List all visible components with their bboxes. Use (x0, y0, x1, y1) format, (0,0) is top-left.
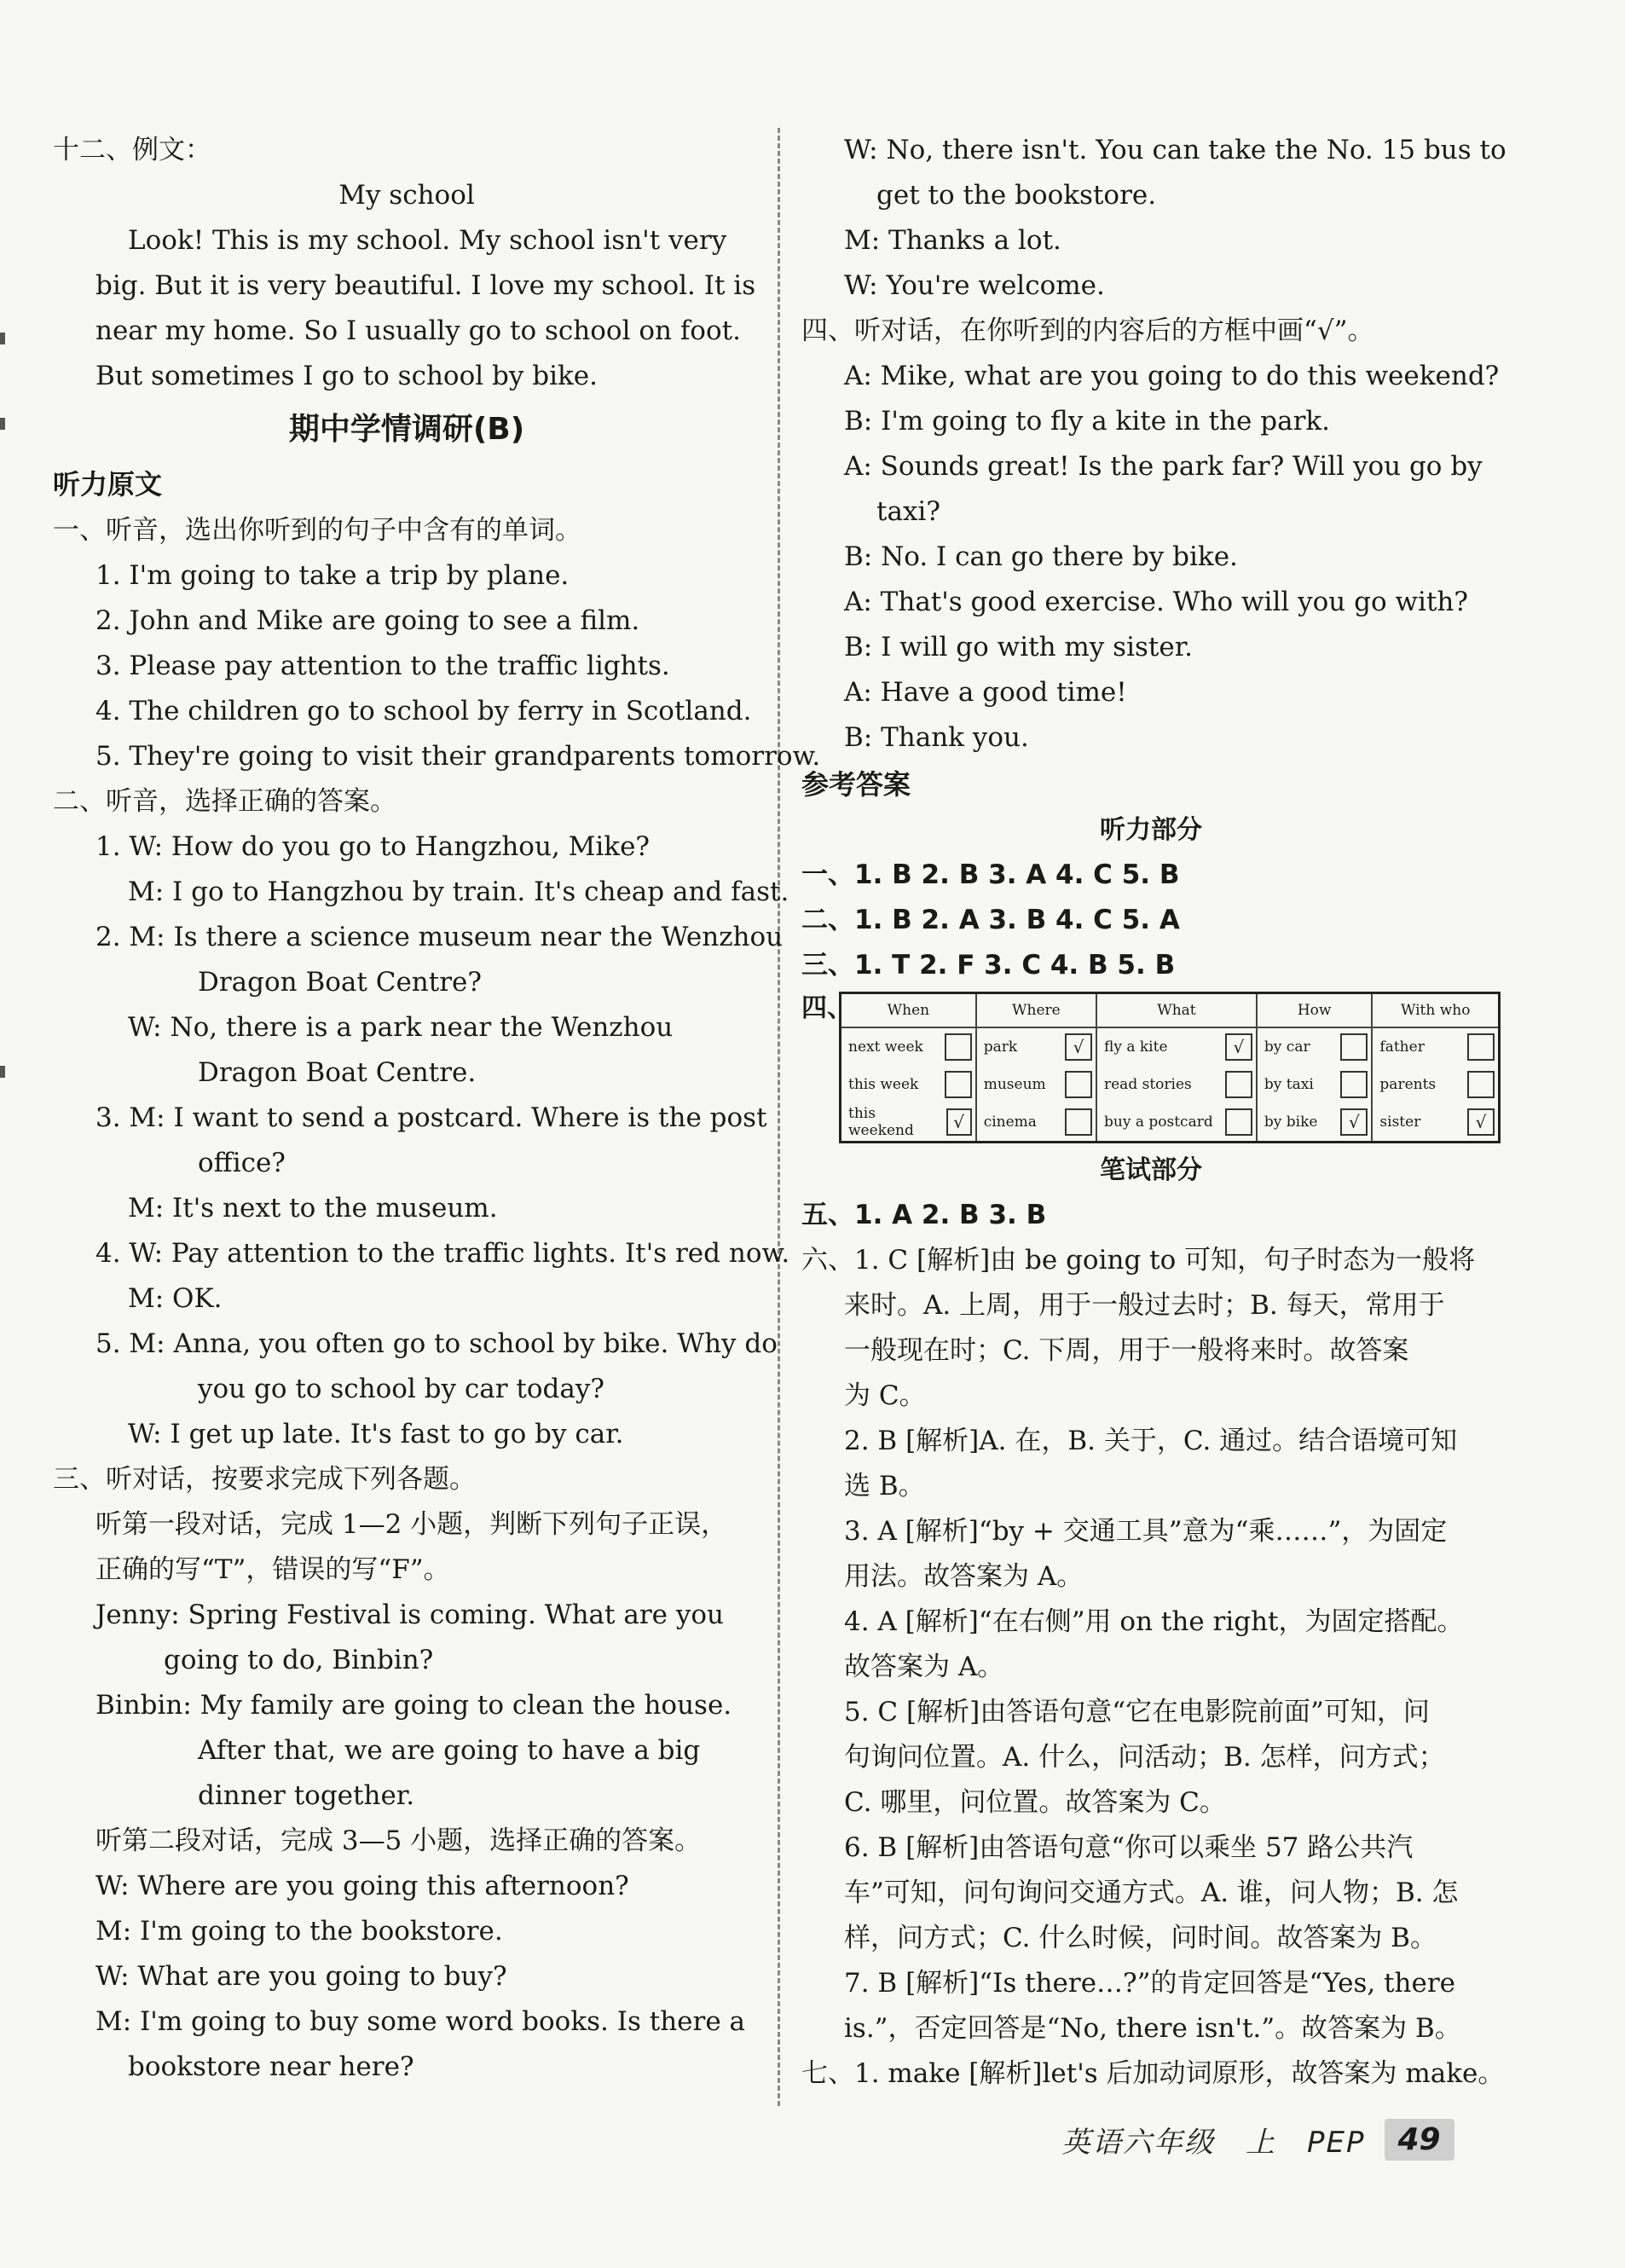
dialogue-continuation (801, 128, 1506, 309)
checkbox-icon (1065, 1108, 1092, 1136)
explanation-line: 7. B [解析]“Is there…?”的肯定回答是“Yes, there (844, 1968, 1456, 1999)
table-header-cell: Where (976, 993, 1096, 1028)
q2-line: 5. M: Anna, you often go to school by bike. Why do (95, 1328, 778, 1359)
dialogue-line: W: You're welcome. (844, 270, 1105, 301)
q1-item: 3. Please pay attention to the traffic lights. (95, 651, 670, 681)
table-header-cell: What (1096, 993, 1257, 1028)
table-cell (1372, 1066, 1499, 1103)
q2-line: M: OK. (128, 1283, 223, 1314)
q1-list (53, 553, 821, 779)
q3-line: W: Where are you going this afternoon? (95, 1871, 629, 1901)
page-number: 49 (1385, 2119, 1454, 2161)
q2-list (53, 824, 790, 1457)
q2-line: 4. W: Pay attention to the traffic lights. It's red now. (95, 1238, 790, 1269)
q3-line: bookstore near here? (128, 2051, 414, 2082)
table-label: 四、 (801, 993, 853, 1023)
explanation-line: 六、1. C [解析]由 be going to 可知，句子时态为一般将 (801, 1245, 1476, 1276)
explanation-line: 6. B [解析]由答语句意“你可以乘坐 57 路公共汽 (844, 1832, 1414, 1863)
table-cell (841, 1027, 976, 1066)
q3-title: 三、听对话，按要求完成下列各题。 (53, 1464, 476, 1495)
checkbox-icon: √ (946, 1108, 972, 1136)
option-label: buy a postcard (1104, 1114, 1213, 1131)
column-divider (778, 128, 780, 2106)
answer-row: 二、1. B 2. A 3. B 4. C 5. A (801, 905, 1180, 935)
q4-list (801, 354, 1501, 761)
table-header-cell: When (841, 993, 976, 1028)
explanation-line: 3. A [解析]“by + 交通工具”意为“乘……”，为固定 (844, 1516, 1448, 1547)
q4-line: A: Mike, what are you going to do this weekend? (844, 361, 1500, 391)
option-label: museum (983, 1076, 1046, 1093)
q3-line: 正确的写“T”，错误的写“F”。 (95, 1554, 450, 1585)
checkbox-icon: √ (1225, 1033, 1252, 1061)
q4-title: 四、听对话，在你听到的内容后的方框中画“√”。 (801, 315, 1374, 346)
answer-row: 三、1. T 2. F 3. C 4. B 5. B (801, 950, 1176, 981)
answer-explanations (801, 1238, 1505, 2097)
q3-line: W: What are you going to buy? (95, 1961, 507, 1992)
binding-mark (0, 1066, 5, 1078)
q4-line: A: Sounds great! Is the park far? Will you go by (844, 451, 1483, 482)
q2-line: M: I go to Hangzhou by train. It's cheap and fast. (128, 877, 789, 907)
q2-line: W: I get up late. It's fast to go by car. (128, 1419, 624, 1449)
essay-line: big. But it is very beautiful. I love my school. It is (95, 270, 756, 301)
table-cell (976, 1066, 1096, 1103)
table-header-cell: How (1257, 993, 1373, 1028)
explanation-line: 4. A [解析]“在右侧”用 on the right，为固定搭配。 (844, 1606, 1464, 1637)
option-label: read stories (1104, 1076, 1192, 1093)
option-label: next week (848, 1039, 923, 1056)
checkbox-icon (1225, 1071, 1252, 1098)
answer-table-block (801, 992, 1501, 1143)
essay-line: Look! This is my school. My school isn't very (128, 225, 727, 256)
q2-line: Dragon Boat Centre? (198, 967, 482, 998)
q1-item: 1. I'm going to take a trip by plane. (95, 560, 570, 591)
table-row (841, 1066, 1500, 1103)
option-label: fly a kite (1104, 1039, 1168, 1056)
q3-line: Binbin: My family are going to clean the house. (95, 1690, 732, 1721)
section-title: 期中学情调研(B) (288, 412, 525, 447)
option-label: sister (1379, 1114, 1421, 1131)
q2-line: M: It's next to the museum. (128, 1193, 498, 1224)
table-cell (1257, 1066, 1373, 1103)
checkbox-icon (1065, 1071, 1092, 1098)
explanation-line: 七、1. make [解析]let's 后加动词原形，故答案为 make。 (801, 2058, 1505, 2089)
table-header-cell: With who (1372, 993, 1499, 1028)
q3-line: M: I'm going to buy some word books. Is there a (95, 2006, 746, 2037)
option-label: by car (1264, 1039, 1310, 1056)
q3-line: dinner together. (198, 1780, 415, 1811)
answers-heading: 参考答案 (801, 768, 911, 801)
checkbox-icon (1467, 1033, 1495, 1061)
q4-line: B: Thank you. (844, 722, 1029, 753)
q3-line: After that, we are going to have a big (198, 1735, 701, 1766)
answer-table (839, 992, 1501, 1143)
table-cell (1372, 1027, 1499, 1066)
q2-line: 2. M: Is there a science museum near the Wenzhou (95, 922, 784, 952)
q1-item: 2. John and Mike are going to see a film. (95, 605, 640, 636)
dialogue-line: M: Thanks a lot. (844, 225, 1061, 256)
essay-line: near my home. So I usually go to school on foot. (95, 315, 741, 346)
essay-line: But sometimes I go to school by bike. (95, 361, 598, 391)
q1-item: 4. The children go to school by ferry in Scotland. (95, 696, 752, 726)
explanation-line: 来时。A. 上周，用于一般过去时；B. 每天，常用于 (844, 1290, 1445, 1321)
table-cell (976, 1103, 1096, 1143)
q4-line: B: No. I can go there by bike. (844, 541, 1238, 572)
binding-mark (0, 333, 5, 344)
table-header-row (841, 993, 1500, 1028)
q4-line: B: I'm going to fly a kite in the park. (844, 406, 1331, 437)
option-label: by bike (1264, 1114, 1318, 1131)
right-column (801, 128, 1506, 2097)
binding-mark (0, 418, 5, 430)
explanation-line: 车”可知，问句询问交通方式。A. 谁，问人物；B. 怎 (844, 1877, 1459, 1908)
checkbox-icon: √ (1065, 1033, 1092, 1061)
checkbox-icon (1340, 1033, 1368, 1061)
checkbox-icon (1225, 1108, 1252, 1136)
q2-line: office? (198, 1148, 286, 1178)
q3-line: 听第一段对话，完成 1—2 小题，判断下列句子正误， (95, 1509, 728, 1540)
explanation-line: 用法。故答案为 A。 (844, 1561, 1084, 1592)
option-label: this week (848, 1076, 919, 1093)
listening-part-title: 听力部分 (1100, 815, 1202, 845)
checkbox-icon (945, 1033, 972, 1061)
listening-heading: 听力原文 (53, 468, 163, 500)
q3-list (53, 1502, 760, 2090)
explanation-line: 选 B。 (844, 1471, 925, 1501)
option-label: cinema (983, 1114, 1037, 1131)
table-cell (976, 1027, 1096, 1066)
q3-line: M: I'm going to the bookstore. (95, 1916, 503, 1947)
explanation-line: C. 哪里，问位置。故答案为 C。 (844, 1787, 1226, 1818)
option-label: father (1379, 1039, 1425, 1056)
answer-rows (801, 853, 1501, 988)
table-row (841, 1027, 1500, 1066)
table-cell (841, 1103, 976, 1143)
q3-line: going to do, Binbin? (164, 1645, 434, 1675)
dialogue-line: get to the bookstore. (876, 180, 1157, 211)
checkbox-icon (945, 1071, 972, 1098)
q1-item: 5. They're going to visit their grandparents tomorrow. (95, 741, 821, 772)
answer-row: 一、1. B 2. B 3. A 4. C 5. B (801, 859, 1180, 890)
left-column (53, 128, 821, 2090)
table-cell (841, 1066, 976, 1103)
q1-title: 一、听音，选出你听到的句子中含有的单词。 (53, 515, 581, 546)
table-body (841, 1027, 1500, 1143)
essay-title: My school (338, 180, 475, 211)
q3-line: Jenny: Spring Festival is coming. What are you (95, 1600, 724, 1630)
table-cell (1096, 1066, 1257, 1103)
table-row (841, 1103, 1500, 1143)
q4-line: A: Have a good time! (844, 677, 1127, 708)
table-cell (1096, 1027, 1257, 1066)
explanation-line: 故答案为 A。 (844, 1652, 1004, 1682)
q3-line: 听第二段对话，完成 3—5 小题，选择正确的答案。 (95, 1825, 702, 1856)
explanation-line: 一般现在时；C. 下周，用于一般将来时。故答案 (844, 1335, 1409, 1366)
page-footer (1061, 2119, 1454, 2161)
q2-line: 3. M: I want to send a postcard. Where is the post (95, 1102, 767, 1133)
table-cell (1257, 1103, 1373, 1143)
essay-label: 十二、例文： (53, 135, 211, 165)
q2-line: W: No, there is a park near the Wenzhou (128, 1012, 674, 1043)
essay-body (53, 218, 760, 399)
explanation-line: 样，问方式；C. 什么时候，问时间。故答案为 B。 (844, 1923, 1437, 1953)
checkbox-icon (1340, 1071, 1368, 1098)
written-part-title: 笔试部分 (1100, 1155, 1202, 1185)
answer-row-5: 五、1. A 2. B 3. B (801, 1200, 1047, 1230)
explanation-line: is.”，否定回答是“No, there isn't.”。故答案为 B。 (844, 2013, 1461, 2044)
q2-line: Dragon Boat Centre. (198, 1057, 477, 1088)
table-cell (1372, 1103, 1499, 1143)
q4-line: B: I will go with my sister. (844, 632, 1193, 662)
checkbox-icon: √ (1340, 1108, 1368, 1136)
table-cell (1257, 1027, 1373, 1066)
explanation-line: 句询问位置。A. 什么，问活动；B. 怎样，问方式； (844, 1742, 1445, 1773)
q2-line: 1. W: How do you go to Hangzhou, Mike? (95, 831, 651, 862)
q2-line: you go to school by car today? (198, 1374, 604, 1404)
explanation-line: 为 C。 (844, 1380, 926, 1411)
option-label: by taxi (1264, 1076, 1314, 1093)
option-label: park (983, 1039, 1018, 1056)
q4-line: A: That's good exercise. Who will you go with? (844, 587, 1468, 617)
q2-title: 二、听音，选择正确的答案。 (53, 786, 396, 817)
option-label: this weekend (848, 1105, 914, 1139)
checkbox-icon: √ (1467, 1108, 1495, 1136)
footer-text: 英语六年级 上 PEP (1061, 2126, 1366, 2160)
table-cell (1096, 1103, 1257, 1143)
dialogue-line: W: No, there isn't. You can take the No. 15 bus to (844, 135, 1506, 165)
option-label: parents (1379, 1076, 1437, 1093)
checkbox-icon (1467, 1071, 1495, 1098)
q4-line: taxi? (876, 496, 940, 527)
explanation-line: 5. C [解析]由答语句意“它在电影院前面”可知，问 (844, 1697, 1430, 1727)
explanation-line: 2. B [解析]A. 在，B. 关于，C. 通过。结合语境可知 (844, 1426, 1458, 1456)
